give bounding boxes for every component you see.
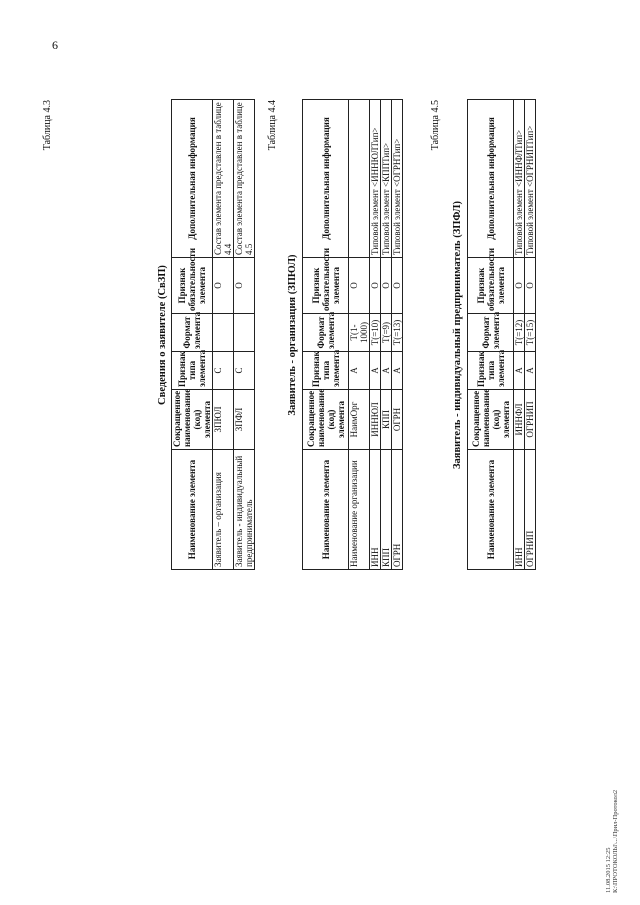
cell-code: ЗПФЛ xyxy=(234,390,255,450)
cell-name: КПП xyxy=(381,450,392,570)
cell-code: ОГРНИП xyxy=(525,390,536,450)
header-element-type: Признак типа элемента xyxy=(172,352,213,390)
cell-info xyxy=(349,100,370,258)
cell-type: С xyxy=(213,352,234,390)
cell-info: Типовой элемент <ОГРНТип> xyxy=(392,100,403,258)
cell-required: О xyxy=(392,258,403,314)
cell-format: Т(=15) xyxy=(525,314,536,352)
cell-info: Состав элемента представлен в таблице 4.5 xyxy=(234,100,255,258)
header-element-required: Признак обязательности элемента xyxy=(468,258,514,314)
cell-format: Т(=12) xyxy=(514,314,525,352)
header-element-name: Наименование элемента xyxy=(303,450,349,570)
cell-type: А xyxy=(370,352,381,390)
cell-name: ОГРНИП xyxy=(525,450,536,570)
header-element-format: Формат элемента xyxy=(172,314,213,352)
table-title: Заявитель - организация (ЗПЮЛ) xyxy=(287,254,298,416)
cell-info: Типовой элемент <ИННЮЛТип> xyxy=(370,100,381,258)
table-title: Заявитель - индивидуальный предприниматель (ЗПФЛ) xyxy=(452,201,463,469)
table-row xyxy=(381,100,392,570)
cell-type: А xyxy=(392,352,403,390)
header-additional-info: Дополнительная информация xyxy=(172,100,213,258)
cell-format xyxy=(213,314,234,352)
data-table xyxy=(302,99,403,570)
cell-info: Типовой элемент <КППТип> xyxy=(381,100,392,258)
cell-code: ИННФЛ xyxy=(514,390,525,450)
cell-format: Т(1-1000) xyxy=(349,314,370,352)
table-row xyxy=(234,100,255,570)
cell-code: НаимОрг xyxy=(349,390,370,450)
cell-required: О xyxy=(213,258,234,314)
cell-format: Т(=10) xyxy=(370,314,381,352)
header-element-required: Признак обязательности элемента xyxy=(303,258,349,314)
header-element-code: Сокращенное наименование (код) элемента xyxy=(172,390,213,450)
cell-format xyxy=(234,314,255,352)
table-row xyxy=(392,100,403,570)
cell-type: А xyxy=(525,352,536,390)
table-row xyxy=(370,100,381,570)
table-title: Сведения о заявителе (СвЗП) xyxy=(157,265,168,405)
print-footer xyxy=(605,790,619,893)
header-additional-info: Дополнительная информация xyxy=(303,100,349,258)
cell-format: Т(=13) xyxy=(392,314,403,352)
cell-code: ОГРН xyxy=(392,390,403,450)
cell-info: Состав элемента представлен в таблице 4.4 xyxy=(213,100,234,258)
cell-required: О xyxy=(381,258,392,314)
header-element-type: Признак типа элемента xyxy=(303,352,349,390)
cell-required: О xyxy=(234,258,255,314)
table-row xyxy=(514,100,525,570)
table-row xyxy=(349,100,370,570)
header-element-type: Признак типа элемента xyxy=(468,352,514,390)
table-row xyxy=(525,100,536,570)
cell-type: А xyxy=(381,352,392,390)
header-element-format: Формат элемента xyxy=(468,314,514,352)
cell-required: О xyxy=(349,258,370,314)
cell-code: ИННЮЛ xyxy=(370,390,381,450)
cell-info: Типовой элемент <ИННФЛТип> xyxy=(514,100,525,258)
cell-info: Типовой элемент <ОГРНИПТип> xyxy=(525,100,536,258)
header-element-code: Сокращенное наименование (код) элемента xyxy=(303,390,349,450)
cell-code: КПП xyxy=(381,390,392,450)
footer-file-path: К:\ПРОТОКОЛЫ\...\Прил-Протокол2 xyxy=(612,789,619,893)
header-element-format: Формат элемента xyxy=(303,314,349,352)
data-table xyxy=(171,99,255,570)
cell-name: ОГРН xyxy=(392,450,403,570)
cell-name: ИНН xyxy=(370,450,381,570)
header-element-required: Признак обязательности элемента xyxy=(172,258,213,314)
page-number: 6 xyxy=(52,38,58,52)
data-table xyxy=(467,99,536,570)
table-row xyxy=(213,100,234,570)
footer-timestamp: 11.08.2015 12:25 xyxy=(605,847,612,893)
cell-name: Заявитель – организация xyxy=(213,450,234,570)
cell-required: О xyxy=(370,258,381,314)
cell-name: Наименование организации xyxy=(349,450,370,570)
cell-name: Заявитель - индивидуальный предприниматель xyxy=(234,450,255,570)
header-additional-info: Дополнительная информация xyxy=(468,100,514,258)
table-caption: Таблица 4.5 xyxy=(430,100,441,151)
cell-required: О xyxy=(525,258,536,314)
cell-code: ЗПЮЛ xyxy=(213,390,234,450)
header-element-name: Наименование элемента xyxy=(172,450,213,570)
table-caption: Таблица 4.3 xyxy=(42,100,53,151)
cell-type: С xyxy=(234,352,255,390)
cell-type: А xyxy=(514,352,525,390)
header-element-code: Сокращенное наименование (код) элемента xyxy=(468,390,514,450)
cell-name: ИНН xyxy=(514,450,525,570)
header-element-name: Наименование элемента xyxy=(468,450,514,570)
cell-type: А xyxy=(349,352,370,390)
table-caption: Таблица 4.4 xyxy=(267,100,278,151)
cell-format: Т(=9) xyxy=(381,314,392,352)
cell-required: О xyxy=(514,258,525,314)
